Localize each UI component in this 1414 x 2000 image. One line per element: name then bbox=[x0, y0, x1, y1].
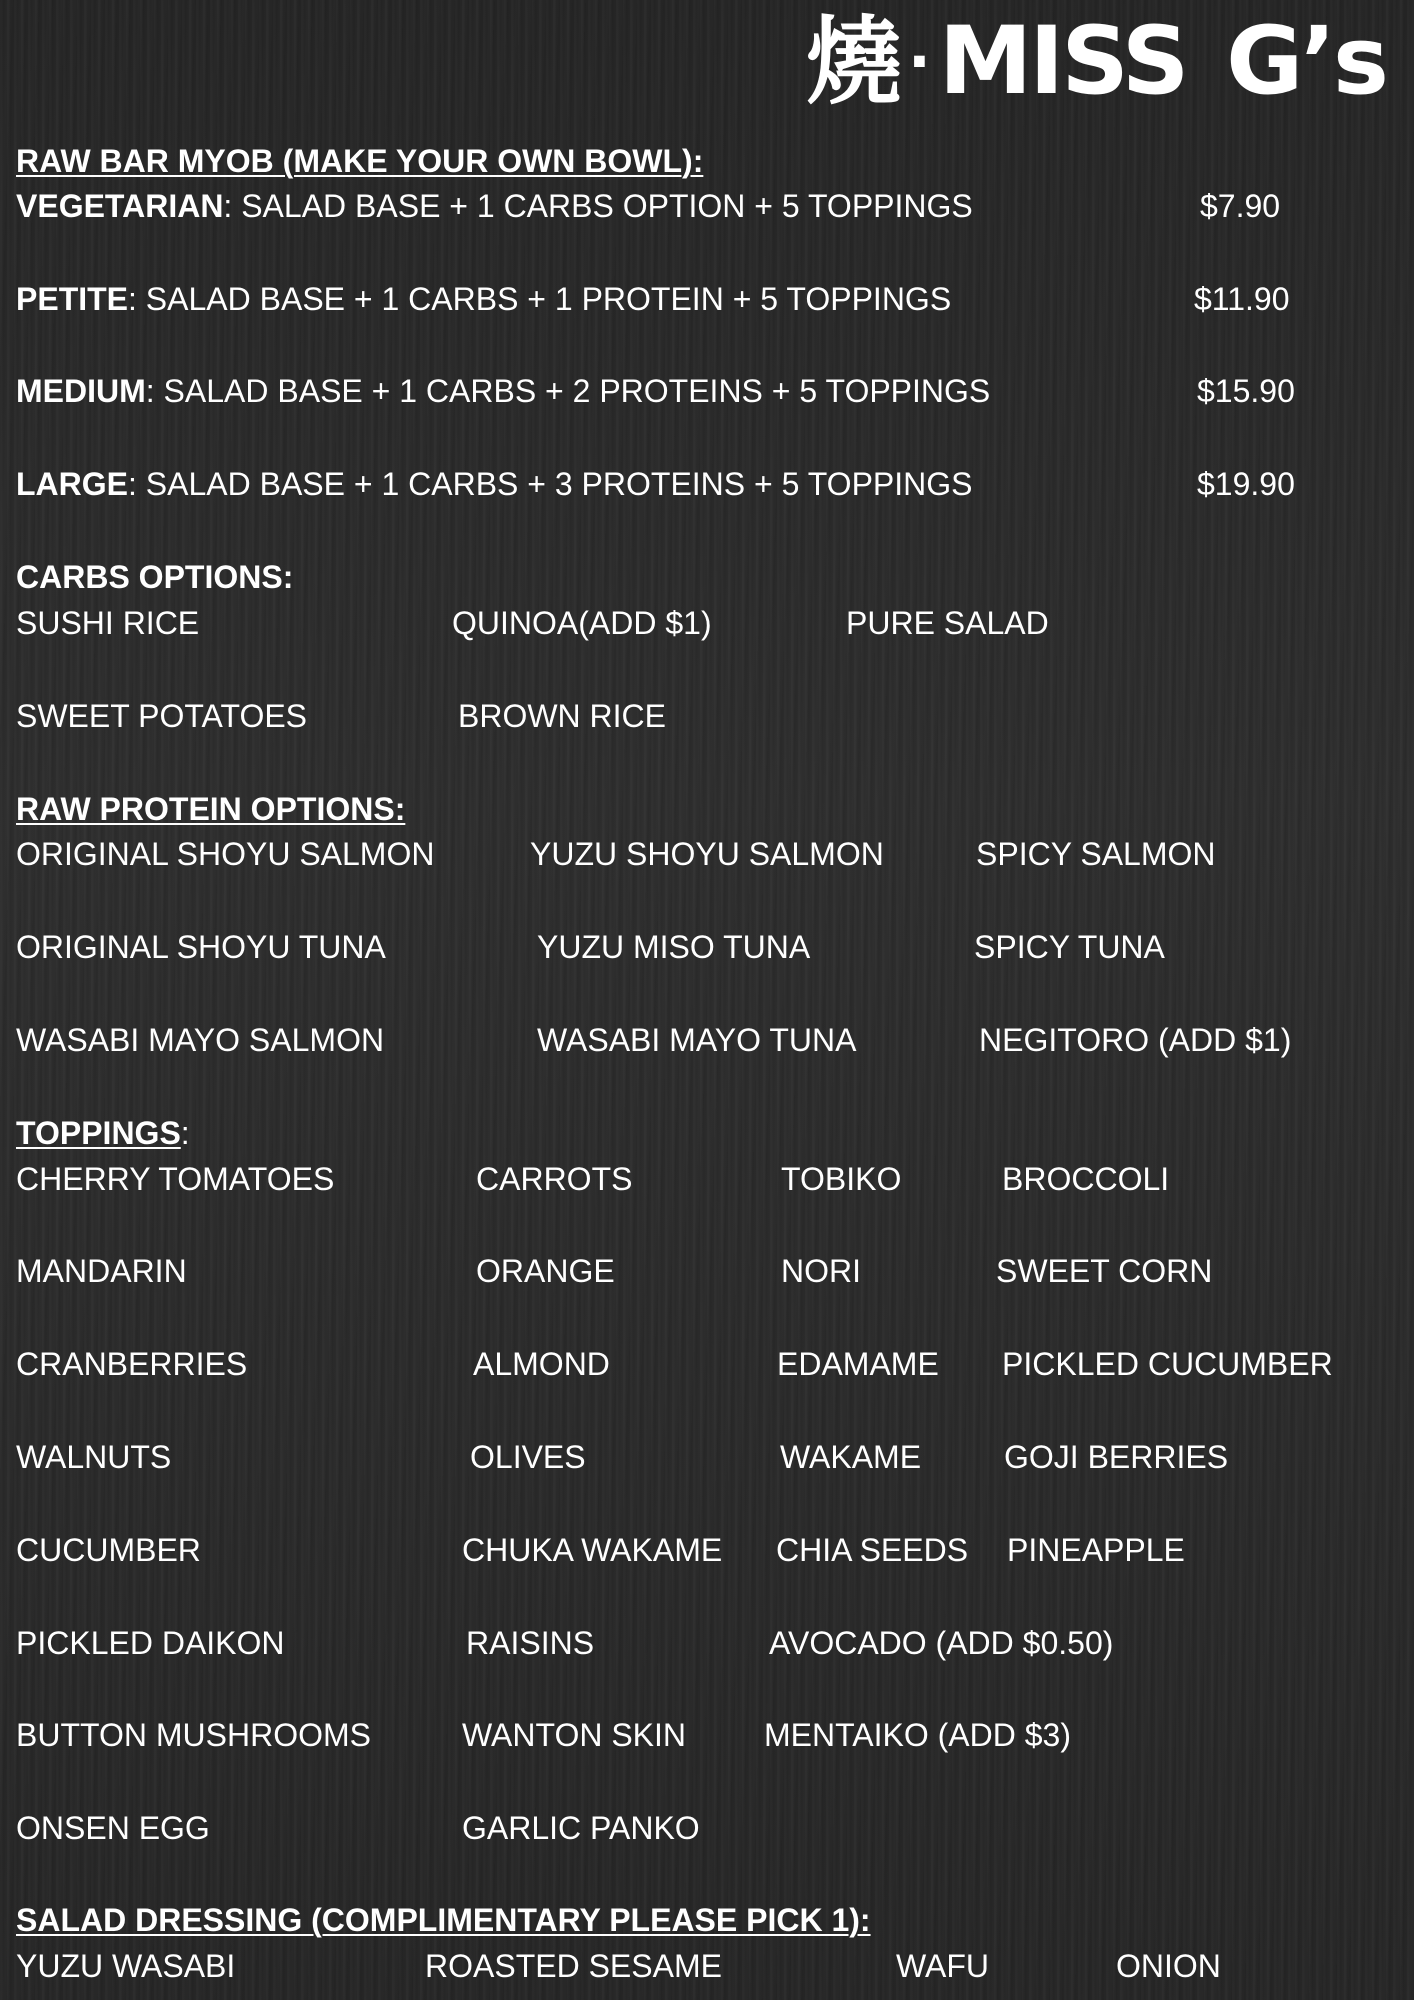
price-large: $19.90 bbox=[1197, 466, 1295, 502]
topping-item: SWEET CORN bbox=[996, 1253, 1213, 1289]
dressing-item: ONION bbox=[1116, 1948, 1221, 1984]
toppings-heading bbox=[16, 1115, 190, 1151]
dressing-item: WAFU bbox=[896, 1948, 990, 1984]
topping-item: PICKLED DAIKON bbox=[16, 1625, 285, 1661]
size-large bbox=[16, 466, 972, 502]
protein-item: ORIGINAL SHOYU SALMON bbox=[16, 836, 435, 872]
topping-item: AVOCADO (ADD $0.50) bbox=[769, 1625, 1114, 1661]
carbs-item: SWEET POTATOES bbox=[16, 698, 308, 734]
topping-item: GOJI BERRIES bbox=[1004, 1439, 1229, 1475]
size-desc: : SALAD BASE + 1 CARBS + 1 PROTEIN + 5 TOPPINGS bbox=[128, 281, 952, 317]
topping-item: RAISINS bbox=[466, 1625, 595, 1661]
protein-item: WASABI MAYO TUNA bbox=[537, 1022, 857, 1058]
topping-item: WALNUTS bbox=[16, 1439, 172, 1475]
dressing-item: ROASTED SESAME bbox=[425, 1948, 722, 1984]
topping-item: GARLIC PANKO bbox=[462, 1810, 700, 1846]
topping-item: EDAMAME bbox=[777, 1346, 939, 1382]
toppings-heading-colon: : bbox=[180, 1115, 190, 1151]
topping-item: CARROTS bbox=[476, 1161, 633, 1197]
logo-name: MISS G’s bbox=[938, 7, 1386, 116]
toppings-heading-text: TOPPINGS bbox=[16, 1115, 181, 1151]
carbs-item: SUSHI RICE bbox=[16, 605, 200, 641]
topping-item: BUTTON MUSHROOMS bbox=[16, 1717, 371, 1753]
protein-item: SPICY TUNA bbox=[974, 929, 1165, 965]
topping-item: PINEAPPLE bbox=[1007, 1532, 1185, 1568]
protein-item: YUZU SHOYU SALMON bbox=[530, 836, 884, 872]
topping-item: MANDARIN bbox=[16, 1253, 187, 1289]
carbs-item: QUINOA(ADD $1) bbox=[452, 605, 712, 641]
myob-heading: RAW BAR MYOB (MAKE YOUR OWN BOWL): bbox=[16, 143, 704, 179]
topping-item: ONSEN EGG bbox=[16, 1810, 210, 1846]
topping-item: CUCUMBER bbox=[16, 1532, 201, 1568]
price-vegetarian: $7.90 bbox=[1200, 188, 1281, 224]
topping-item: ALMOND bbox=[473, 1346, 610, 1382]
size-desc: : SALAD BASE + 1 CARBS OPTION + 5 TOPPINGS bbox=[223, 188, 973, 224]
size-vegetarian bbox=[16, 188, 973, 224]
topping-item: WANTON SKIN bbox=[462, 1717, 687, 1753]
topping-item: CHIA SEEDS bbox=[776, 1532, 969, 1568]
size-name: MEDIUM bbox=[16, 373, 146, 409]
logo-separator: · bbox=[907, 27, 931, 97]
carbs-heading: CARBS OPTIONS: bbox=[16, 559, 294, 595]
logo-kanji: 燒 bbox=[805, 6, 900, 118]
topping-item: TOBIKO bbox=[781, 1161, 902, 1197]
topping-item: BROCCOLI bbox=[1002, 1161, 1170, 1197]
dressing-item: YUZU WASABI bbox=[16, 1948, 236, 1984]
topping-item: CRANBERRIES bbox=[16, 1346, 248, 1382]
topping-item: CHUKA WAKAME bbox=[462, 1532, 723, 1568]
size-name: PETITE bbox=[16, 281, 129, 317]
topping-item: MENTAIKO (ADD $3) bbox=[764, 1717, 1071, 1753]
topping-item: OLIVES bbox=[470, 1439, 586, 1475]
carbs-item: BROWN RICE bbox=[458, 698, 666, 734]
size-desc: : SALAD BASE + 1 CARBS + 3 PROTEINS + 5 TOPPINGS bbox=[128, 466, 973, 502]
protein-item: YUZU MISO TUNA bbox=[537, 929, 811, 965]
protein-item: SPICY SALMON bbox=[976, 836, 1216, 872]
size-name: VEGETARIAN bbox=[16, 188, 224, 224]
brand-logo bbox=[805, 6, 1386, 118]
protein-item: NEGITORO (ADD $1) bbox=[979, 1022, 1292, 1058]
size-medium bbox=[16, 373, 990, 409]
price-medium: $15.90 bbox=[1197, 373, 1295, 409]
protein-heading: RAW PROTEIN OPTIONS: bbox=[16, 791, 406, 827]
topping-item: ORANGE bbox=[476, 1253, 615, 1289]
price-petite: $11.90 bbox=[1194, 281, 1290, 317]
dressing-heading: SALAD DRESSING (COMPLIMENTARY PLEASE PICK 1): bbox=[16, 1902, 871, 1938]
size-petite bbox=[16, 281, 951, 317]
topping-item: CHERRY TOMATOES bbox=[16, 1161, 335, 1197]
size-desc: : SALAD BASE + 1 CARBS + 2 PROTEINS + 5 TOPPINGS bbox=[145, 373, 991, 409]
protein-item: ORIGINAL SHOYU TUNA bbox=[16, 929, 386, 965]
carbs-item: PURE SALAD bbox=[846, 605, 1049, 641]
topping-item: WAKAME bbox=[780, 1439, 922, 1475]
topping-item: NORI bbox=[781, 1253, 861, 1289]
protein-item: WASABI MAYO SALMON bbox=[16, 1022, 385, 1058]
size-name: LARGE bbox=[16, 466, 128, 502]
topping-item: PICKLED CUCUMBER bbox=[1002, 1346, 1333, 1382]
